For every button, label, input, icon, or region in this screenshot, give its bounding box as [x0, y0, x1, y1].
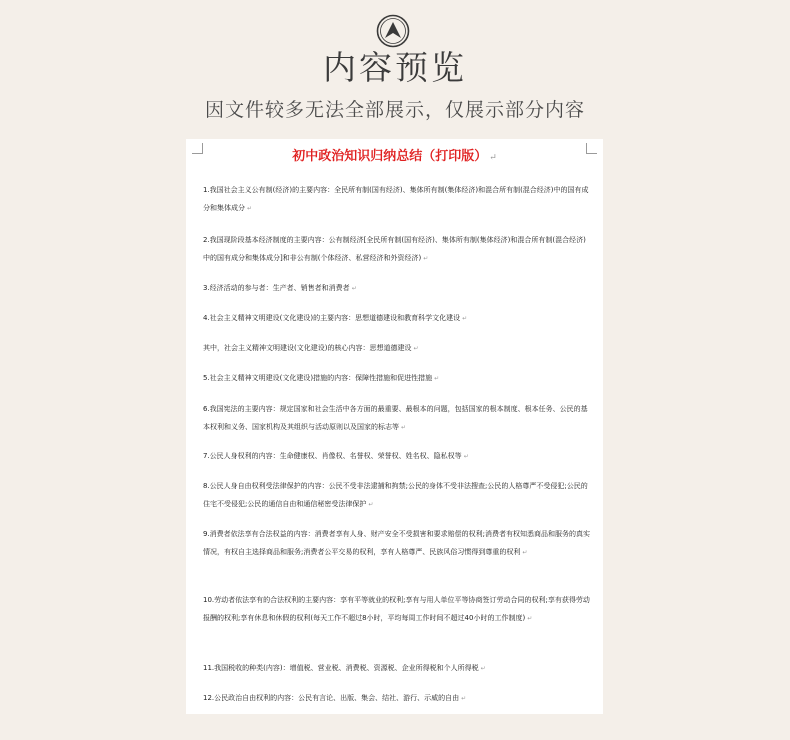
return-mark-icon: ↵ — [527, 615, 533, 622]
return-mark-icon: ↵ — [351, 285, 357, 292]
paragraph — [203, 369, 591, 388]
paragraph-text: 1.我国社会主义公有制(经济)的主要内容：全民所有制(国有经济)、集体所有制(集体经济)和混合所有制(混合经济)中的国有成分和集体成分 — [203, 186, 589, 212]
paragraph — [203, 231, 591, 268]
return-mark-icon: ↵ — [434, 375, 440, 382]
paragraph-text: 9.消费者依法享有合法权益的内容：消费者享有人身、财产安全不受损害和要求赔偿的权利;消费者有权知悉商品和服务的真实情况，有权自主选择商品和服务;消费者公平交易的权利，享有人格尊严、民族风俗习惯得到尊重的权利 — [203, 530, 591, 556]
paragraph — [203, 279, 591, 298]
return-mark-icon: ↵ — [489, 153, 497, 163]
paragraph-text: 7.公民人身权利的内容：生命健康权、肖像权、名誉权、荣誉权、姓名权、隐私权等 — [203, 452, 462, 460]
paragraph-text: 4.社会主义精神文明建设(文化建设)的主要内容：思想道德建设和教育科学文化建设 — [203, 314, 461, 322]
paragraph-text: 5.社会主义精神文明建设(文化建设)措施的内容：保障性措施和促进性措施 — [203, 374, 433, 382]
paragraph — [203, 339, 591, 358]
paragraph-text: 2.我国现阶段基本经济制度的主要内容：公有制经济[全民所有制(国有经济)、集体所有制(集体经济)和混合所有制(混合经济)中的国有成分和集体成分]和非公有制(个体经济、私营经济和外资经济) — [203, 236, 586, 262]
paragraph — [203, 309, 591, 328]
return-mark-icon: ↵ — [461, 695, 467, 702]
return-mark-icon: ↵ — [423, 255, 429, 262]
return-mark-icon: ↵ — [480, 665, 486, 672]
paragraph-text: 6.我国宪法的主要内容：规定国家和社会生活中各方面的最重要、最根本的问题，包括国家的根本制度、根本任务、公民的基本权利和义务、国家机构及其组织与活动原则以及国家的标志等 — [203, 405, 588, 431]
document-title — [186, 148, 603, 167]
paragraph — [203, 181, 591, 218]
return-mark-icon: ↵ — [368, 501, 374, 508]
paragraph — [203, 525, 591, 562]
paragraph — [203, 477, 591, 514]
page-title: 内容预览 — [323, 48, 467, 87]
paragraph-text: 8.公民人身自由权利受法律保护的内容：公民不受非法逮捕和拘禁;公民的身体不受非法搜查;公民的人格尊严不受侵犯;公民的住宅不受侵犯;公民的通信自由和通信秘密受法律保护 — [203, 482, 588, 508]
paragraph — [203, 659, 591, 678]
paragraph-text: 其中，社会主义精神文明建设(文化建设)的核心内容：思想道德建设 — [203, 344, 412, 352]
paragraph-text: 11.我国税收的种类(内容)：增值税、营业税、消费税、资源税、企业所得税和个人所得税 — [203, 664, 479, 672]
paragraph — [203, 400, 591, 437]
return-mark-icon: ↵ — [463, 453, 469, 460]
return-mark-icon: ↵ — [413, 345, 419, 352]
paragraph-text: 3.经济活动的参与者：生产者、销售者和消费者 — [203, 284, 350, 292]
paragraph-text: 12.公民政治自由权利的内容：公民有言论、出版、集会、结社、游行、示威的自由 — [203, 694, 460, 702]
return-mark-icon: ↵ — [522, 549, 528, 556]
return-mark-icon: ↵ — [462, 315, 468, 322]
page-subtitle: 因文件较多无法全部展示，仅展示部分内容 — [204, 99, 585, 121]
document-title-text: 初中政治知识归纳总结（打印版） — [292, 149, 488, 164]
logo-arrow-icon — [376, 14, 410, 48]
return-mark-icon: ↵ — [401, 424, 407, 431]
paragraph — [203, 689, 591, 708]
return-mark-icon: ↵ — [247, 205, 253, 212]
paragraph — [203, 591, 591, 628]
document-preview — [186, 139, 603, 714]
paragraph — [203, 447, 591, 466]
paragraph-text: 10.劳动者依法享有的合法权利的主要内容：享有平等就业的权利;享有与用人单位平等协商签订劳动合同的权利;享有获得劳动报酬的权利;享有休息和休假的权利(每天工作不超过8小时，平均每周工作时间不超过40小时的工作制度) — [203, 596, 590, 622]
